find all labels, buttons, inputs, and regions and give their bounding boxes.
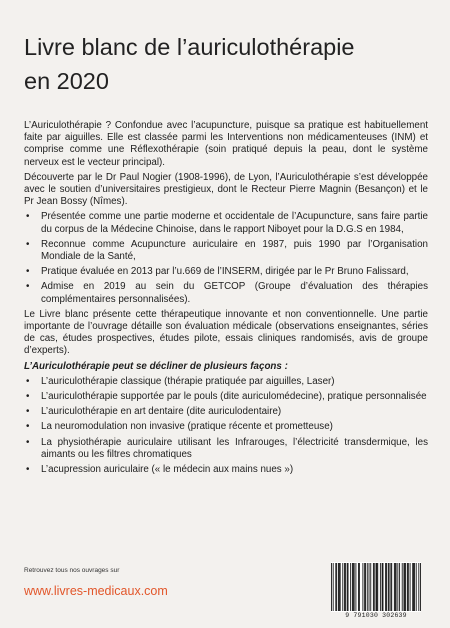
barcode-bar bbox=[388, 563, 389, 611]
publisher-url-link[interactable]: www.livres-medicaux.com bbox=[24, 584, 168, 598]
barcode-bar bbox=[404, 563, 405, 611]
barcode-bar bbox=[405, 563, 406, 611]
barcode-bar bbox=[408, 563, 409, 611]
list-item-text: L’acupression auriculaire (« le médecin aux mains nues ») bbox=[41, 464, 294, 476]
barcode-bar bbox=[376, 563, 377, 611]
bullet-icon: • bbox=[26, 281, 30, 293]
list-item bbox=[24, 421, 428, 433]
barcode-bar bbox=[364, 563, 365, 611]
barcode-bar bbox=[373, 563, 374, 611]
list-item-text: La physiothérapie auriculaire utilisant les Infrarouges, l’électricité transdermique, les aimants ou les filtres chromatiques bbox=[41, 436, 428, 460]
footer-tagline: Retrouvez tous nos ouvrages sur bbox=[24, 567, 120, 574]
bullet-icon: • bbox=[26, 464, 30, 476]
barcode-bar bbox=[358, 563, 359, 611]
barcode-bar bbox=[340, 563, 341, 611]
barcode-bar bbox=[402, 563, 403, 611]
bullet-icon: • bbox=[26, 375, 30, 387]
back-cover-text bbox=[24, 120, 428, 479]
barcode-bar bbox=[352, 563, 353, 611]
publisher-footer bbox=[24, 567, 168, 598]
barcode-bar bbox=[370, 563, 371, 611]
list-item bbox=[24, 239, 428, 263]
bullet-icon: • bbox=[26, 211, 30, 223]
bullet-icon: • bbox=[26, 391, 30, 403]
list-item bbox=[24, 211, 428, 235]
barcode-bar bbox=[331, 563, 332, 611]
bullet-icon: • bbox=[26, 406, 30, 418]
barcode-bar bbox=[374, 563, 375, 611]
barcode-bar bbox=[385, 563, 386, 611]
list-item bbox=[24, 266, 428, 278]
barcode-bar bbox=[344, 563, 345, 611]
bullet-icon: • bbox=[26, 436, 30, 448]
barcode-bar bbox=[353, 563, 354, 611]
barcode-bar bbox=[394, 563, 395, 611]
barcode-bar bbox=[347, 563, 348, 611]
barcode-bar bbox=[355, 563, 356, 611]
history-list bbox=[24, 211, 428, 305]
list-item-text: L’auriculothérapie classique (thérapie pratiquée par aiguilles, Laser) bbox=[41, 375, 335, 387]
barcode-bar bbox=[414, 563, 415, 611]
barcode-bar bbox=[386, 563, 387, 611]
bullet-icon: • bbox=[26, 421, 30, 433]
barcode-digits: 9 791030 302639 bbox=[345, 612, 407, 619]
bullet-icon: • bbox=[26, 238, 30, 250]
barcode-bar bbox=[377, 563, 378, 611]
barcode-bar bbox=[396, 563, 397, 611]
barcode-bar bbox=[399, 563, 400, 611]
list-item-text: Pratique évaluée en 2013 par l’u.669 de l’INSERM, dirigée par le Pr Bruno Falissard, bbox=[41, 266, 409, 278]
barcode-bar bbox=[338, 563, 339, 611]
barcode-bar bbox=[418, 563, 419, 611]
summary-paragraph: Le Livre blanc présente cette thérapeutique innovante et non conventionnelle. Une partie importante de l’ouvrage détaille son évaluation médicale (observations enseignantes, séries de cas, études prospectives, études pilote, essais cliniques randomisés, avis de groupe d’experts). bbox=[24, 308, 428, 357]
title-line-2: en 2020 bbox=[24, 68, 109, 94]
list-item-text: L’auriculothérapie en art dentaire (dite auriculodentaire) bbox=[41, 406, 282, 418]
bullet-icon: • bbox=[26, 266, 30, 278]
barcode-bar bbox=[390, 563, 391, 611]
barcode-bar bbox=[367, 563, 368, 611]
barcode-bar bbox=[407, 563, 408, 611]
list-item bbox=[24, 376, 428, 388]
list-item-text: Reconnue comme Acupuncture auriculaire en 1987, puis 1990 par l’Organisation Mondiale de la Santé, bbox=[41, 238, 428, 263]
barcode-bar bbox=[391, 563, 392, 611]
ways-list bbox=[24, 376, 428, 476]
barcode-bar bbox=[354, 563, 355, 611]
barcode-bar bbox=[395, 563, 396, 611]
barcode-bar bbox=[350, 563, 351, 611]
barcode-bar bbox=[345, 563, 346, 611]
barcode-bar bbox=[413, 563, 414, 611]
barcode-bar bbox=[362, 563, 363, 611]
barcode-bar bbox=[342, 563, 343, 611]
barcode-bar bbox=[339, 563, 340, 611]
list-item bbox=[24, 406, 428, 418]
list-item bbox=[24, 391, 428, 403]
barcode-bar bbox=[336, 563, 337, 611]
ways-heading: L’Auriculothérapie peut se décliner de plusieurs façons : bbox=[24, 360, 288, 372]
barcode-bar bbox=[335, 563, 336, 611]
list-item bbox=[24, 464, 428, 476]
barcode-bar bbox=[348, 563, 349, 611]
barcode-bar bbox=[380, 563, 381, 611]
barcode bbox=[331, 562, 421, 612]
barcode-bar bbox=[382, 563, 383, 611]
barcode-bar bbox=[397, 563, 398, 611]
barcode-bar bbox=[365, 563, 366, 611]
list-item bbox=[24, 437, 428, 461]
barcode-bar bbox=[404, 563, 405, 611]
list-item-text: Admise en 2019 au sein du GETCOP (Groupe d’évaluation des thérapies complémentaires personnalisées). bbox=[41, 281, 428, 305]
list-item-text: La neuromodulation non invasive (pratique récente et prometteuse) bbox=[41, 421, 333, 433]
intro-paragraph: L’Auriculothérapie ? Confondue avec l’acupuncture, puisque sa pratique est habituellement faite par aiguilles. Elle est classée parmi les Interventions non médicamenteuses (INM) et comprise comme une Réflexothérapie (soin pratiqué depuis la peau, dont le système nerveux est le vecteur principal). bbox=[24, 120, 428, 168]
list-item bbox=[24, 281, 428, 305]
barcode-bar bbox=[389, 563, 390, 611]
list-item-text: L’auriculothérapie supportée par le pouls (dite auriculomédecine), pratique personnalisée bbox=[41, 391, 427, 403]
barcode-bar bbox=[383, 563, 384, 611]
barcode-bar bbox=[416, 563, 417, 611]
barcode-bar bbox=[359, 563, 360, 611]
history-paragraph: Découverte par le Dr Paul Nogier (1908-1996), de Lyon, l’Auriculothérapie s’est développée avec le soutien d’universitaires prestigieux, dont le Recteur Pierre Magnin (Besançon) et le Pr Jean Bossy (Nîmes). bbox=[24, 171, 428, 208]
barcode-bar bbox=[410, 563, 411, 611]
barcode-bar bbox=[369, 563, 370, 611]
barcode-bar bbox=[412, 563, 413, 611]
title-line-1: Livre blanc de l’auriculothérapie bbox=[24, 34, 355, 60]
list-item-text: Présentée comme une partie moderne et occidentale de l’Acupuncture, sans faire partie du corpus de la Médecine Chinoise, dans le rapport Niboyet pour la D.G.S en 1984, bbox=[41, 211, 428, 235]
barcode-bar bbox=[333, 563, 334, 611]
barcode-bar bbox=[376, 563, 377, 611]
barcode-bar bbox=[420, 563, 421, 611]
book-title bbox=[24, 30, 434, 98]
